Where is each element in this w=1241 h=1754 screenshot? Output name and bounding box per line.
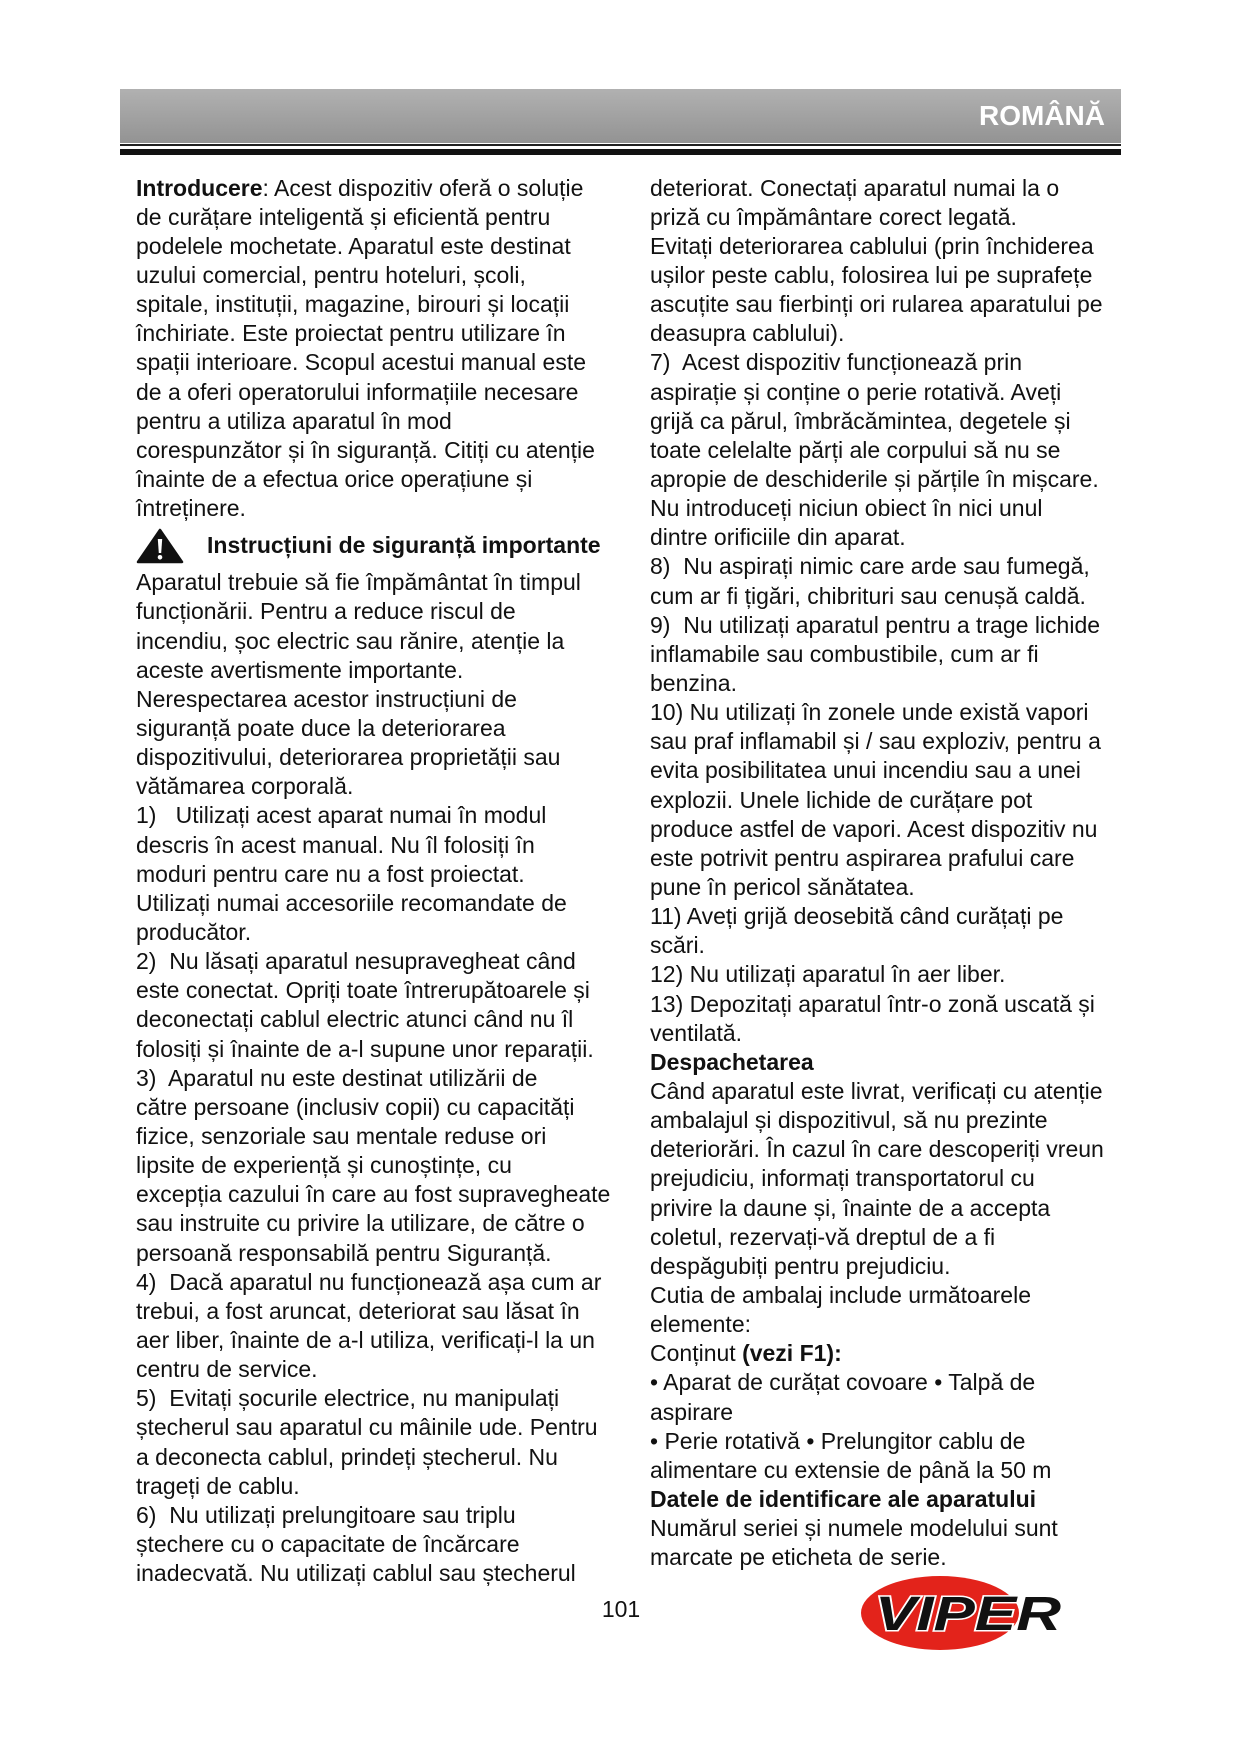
safety-line: siguranță poate duce la deteriorarea: [136, 714, 506, 741]
safety-line: sau praf inflamabil și / sau exploziv, pentru a: [650, 728, 1101, 755]
contents-line: [650, 1339, 1130, 1368]
safety-line: 12) Nu utilizați aparatul în aer liber.: [650, 961, 1006, 988]
safety-line: inflamabile sau combustibile, cum ar fi: [650, 640, 1039, 667]
page-number: 101: [601, 1596, 641, 1622]
safety-line: deconectați cablul electric atunci când nu îl: [136, 1006, 574, 1033]
safety-line: ștecherul sau aparatul cu mâinile ude. Pentru: [136, 1414, 598, 1441]
contents-label: Conținut: [650, 1340, 743, 1367]
intro-line: corespunzător și în siguranță. Citiți cu atenție: [136, 436, 595, 463]
safety-line: vătămarea corporală.: [136, 773, 354, 800]
unpacking-line: deteriorări. În cazul în care descoperiți vreun: [650, 1136, 1104, 1163]
intro-line: pentru a utiliza aparatul în mod: [136, 407, 452, 434]
intro-line: înainte de a efectua orice operațiune și: [136, 466, 533, 492]
left-column: [136, 174, 616, 1589]
safety-line: produce astfel de vapori. Acest dispozitiv nu: [650, 815, 1098, 842]
safety-line: cum ar fi țigări, chibrituri sau cenușă caldă.: [650, 582, 1086, 609]
intro-first-line-text: : Acest dispozitiv oferă o soluție: [262, 174, 584, 201]
safety-line: lipsite de experiență și cunoștințe, cu: [136, 1152, 512, 1179]
safety-line: 3) Aparatul nu este destinat utilizării de: [136, 1064, 538, 1091]
safety-line: benzina.: [650, 669, 737, 696]
unpacking-line: Cutia de ambalaj include următoarele: [650, 1281, 1031, 1308]
safety-line: Evitați deteriorarea cablului (prin închiderea: [650, 232, 1094, 259]
warning-icon: [136, 528, 184, 564]
safety-line: dispozitivului, deteriorarea proprietății sau: [136, 744, 561, 771]
safety-line: ascuțite sau fierbinți ori rularea aparatului pe: [650, 291, 1103, 318]
header-bar: [120, 89, 1121, 143]
safety-line: excepția cazului în care au fost supravegheate: [136, 1181, 611, 1208]
safety-line: toate celelalte părți ale corpului să nu se: [650, 436, 1061, 463]
header-rule-thick: [120, 149, 1121, 155]
safety-line: 8) Nu aspirați nimic care arde sau fumegă,: [650, 553, 1090, 580]
intro-line: uzului comercial, pentru hoteluri, școli,: [136, 262, 526, 289]
safety-line: scări.: [650, 932, 705, 959]
unpacking-line: coletul, rezervați-vă dreptul de a fi: [650, 1223, 996, 1250]
safety-line: către persoane (inclusiv copii) cu capacități: [136, 1093, 575, 1120]
intro-line: închiriate. Este proiectat pentru utilizare în: [136, 320, 566, 347]
intro-line: de curățare inteligentă și eficientă pentru: [136, 203, 551, 230]
intro-line: spații interioare. Scopul acestui manual este: [136, 349, 587, 376]
unpacking-line: ambalajul și dispozitivul, să nu prezinte: [650, 1107, 1048, 1134]
safety-line: centru de service.: [136, 1356, 318, 1383]
safety-line: Nu introduceți niciun obiect în nici unul: [650, 495, 1043, 522]
contents-item-line: alimentare cu extensie de până la 50 m: [650, 1456, 1052, 1483]
safety-line: sau instruite cu privire la utilizare, de către o: [136, 1210, 585, 1237]
intro-line: întreținere.: [136, 495, 246, 522]
safety-line: explozii. Unele lichide de curățare pot: [650, 786, 1033, 813]
safety-line: Utilizați numai accesoriile recomandate de: [136, 889, 567, 916]
intro-line: podelele mochetate. Aparatul este destinat: [136, 232, 571, 259]
safety-heading-text: Instrucțiuni de siguranță importante: [207, 532, 601, 559]
right-column: [650, 174, 1130, 1573]
safety-line: Aparatul trebuie să fie împământat în timpul: [136, 569, 581, 596]
safety-line: este conectat. Opriți toate întrerupătoarele și: [136, 977, 590, 1004]
safety-line: incendiu, șoc electric sau rănire, atenție la: [136, 627, 565, 654]
logo-wordmark: VIPER: [875, 1588, 1062, 1641]
safety-line: aer liber, înainte de a-l utiliza, verificați-l la un: [136, 1326, 595, 1353]
safety-line: persoană responsabilă pentru Siguranță.: [136, 1239, 552, 1266]
safety-line: dintre orificiile din aparat.: [650, 524, 906, 551]
safety-line: moduri pentru care nu a fost proiectat.: [136, 860, 525, 887]
unpacking-line: Când aparatul este livrat, verificați cu atenție: [650, 1077, 1103, 1104]
safety-line: 2) Nu lăsați aparatul nesupravegheat când: [136, 948, 576, 975]
identification-line: Numărul seriei și numele modelului sunt: [650, 1515, 1058, 1542]
safety-line: ventilată.: [650, 1019, 743, 1046]
safety-line: descris în acest manual. Nu îl folosiți în: [136, 831, 535, 858]
safety-line: 13) Depozitați aparatul într-o zonă uscată și: [650, 990, 1095, 1017]
safety-line: este potrivit pentru aspirarea prafului care: [650, 844, 1075, 871]
safety-line: 4) Dacă aparatul nu funcționează așa cum ar: [136, 1268, 602, 1295]
intro-label: Introducere: [136, 174, 263, 201]
safety-line: 5) Evitați șocurile electrice, nu manipulați: [136, 1385, 560, 1412]
safety-line: folosiți și înainte de a-l supune unor reparații.: [136, 1035, 594, 1062]
identification-heading: Datele de identificare ale aparatului: [650, 1485, 1037, 1512]
safety-line: 11) Aveți grijă deosebită când curățați pe: [650, 903, 1064, 930]
safety-line: pune în pericol sănătatea.: [650, 873, 915, 900]
safety-line: 7) Acest dispozitiv funcționează prin: [650, 349, 1023, 376]
unpacking-line: prejudiciu, informați transportatorul cu: [650, 1165, 1035, 1192]
safety-line: Nerespectarea acestor instrucțiuni de: [136, 685, 517, 712]
safety-heading: [136, 523, 616, 568]
unpacking-heading: Despachetarea: [650, 1048, 814, 1075]
safety-line: trageți de cablu.: [136, 1472, 300, 1499]
safety-line: priză cu împământare corect legată.: [650, 203, 1017, 230]
unpacking-line: elemente:: [650, 1311, 752, 1338]
safety-line: fizice, senzoriale sau mentale reduse ori: [136, 1122, 547, 1149]
safety-line: deasupra cablului).: [650, 320, 845, 347]
header-rule-thin: [120, 144, 1121, 146]
contents-item-line: aspirare: [650, 1398, 734, 1425]
safety-line: deteriorat. Conectați aparatul numai la o: [650, 174, 1060, 201]
safety-line: aspirație și conține o perie rotativă. Aveți: [650, 378, 1062, 405]
safety-line: 10) Nu utilizați în zonele unde există vapori: [650, 699, 1089, 726]
intro-line: de a oferi operatorului informațiile necesare: [136, 378, 579, 405]
contents-item-line: • Aparat de curățat covoare • Talpă de: [650, 1369, 1036, 1396]
intro-first-line: [136, 174, 616, 203]
safety-line: 9) Nu utilizați aparatul pentru a trage lichide: [650, 611, 1101, 638]
language-label: ROMÂNĂ: [979, 100, 1105, 131]
safety-line: funcționării. Pentru a reduce riscul de: [136, 598, 516, 625]
safety-line: 6) Nu utilizați prelungitoare sau triplu: [136, 1501, 516, 1528]
safety-line: grijă ca părul, îmbrăcămintea, degetele și: [650, 407, 1071, 434]
contents-figure-ref: (vezi F1):: [742, 1340, 842, 1367]
unpacking-line: despăgubiți pentru prejudiciu.: [650, 1252, 951, 1279]
safety-line: 1) Utilizați acest aparat numai în modul: [136, 802, 547, 829]
safety-line: trebui, a fost aruncat, deteriorat sau lăsat în: [136, 1297, 580, 1324]
safety-line: ușilor peste cablu, folosirea lui pe suprafețe: [650, 262, 1093, 289]
intro-line: spitale, instituții, magazine, birouri și locații: [136, 291, 570, 318]
safety-line: a deconecta cablul, prindeți ștecherul. Nu: [136, 1443, 558, 1470]
unpacking-line: privire la daune și, înainte de a accepta: [650, 1194, 1051, 1221]
safety-line: evita posibilitatea unui incendiu sau a unei: [650, 757, 1081, 784]
safety-line: apropie de deschiderile și părțile în mișcare.: [650, 466, 1099, 492]
safety-line: producător.: [136, 918, 252, 945]
safety-line: aceste avertismente importante.: [136, 656, 464, 683]
viper-logo: [855, 1568, 1070, 1660]
identification-line: marcate pe eticheta de serie.: [650, 1544, 947, 1571]
contents-item-line: • Perie rotativă • Prelungitor cablu de: [650, 1427, 1026, 1454]
safety-line: ștechere cu o capacitate de încărcare: [136, 1530, 520, 1557]
safety-line: inadecvată. Nu utilizați cablul sau ștecherul: [136, 1560, 576, 1587]
